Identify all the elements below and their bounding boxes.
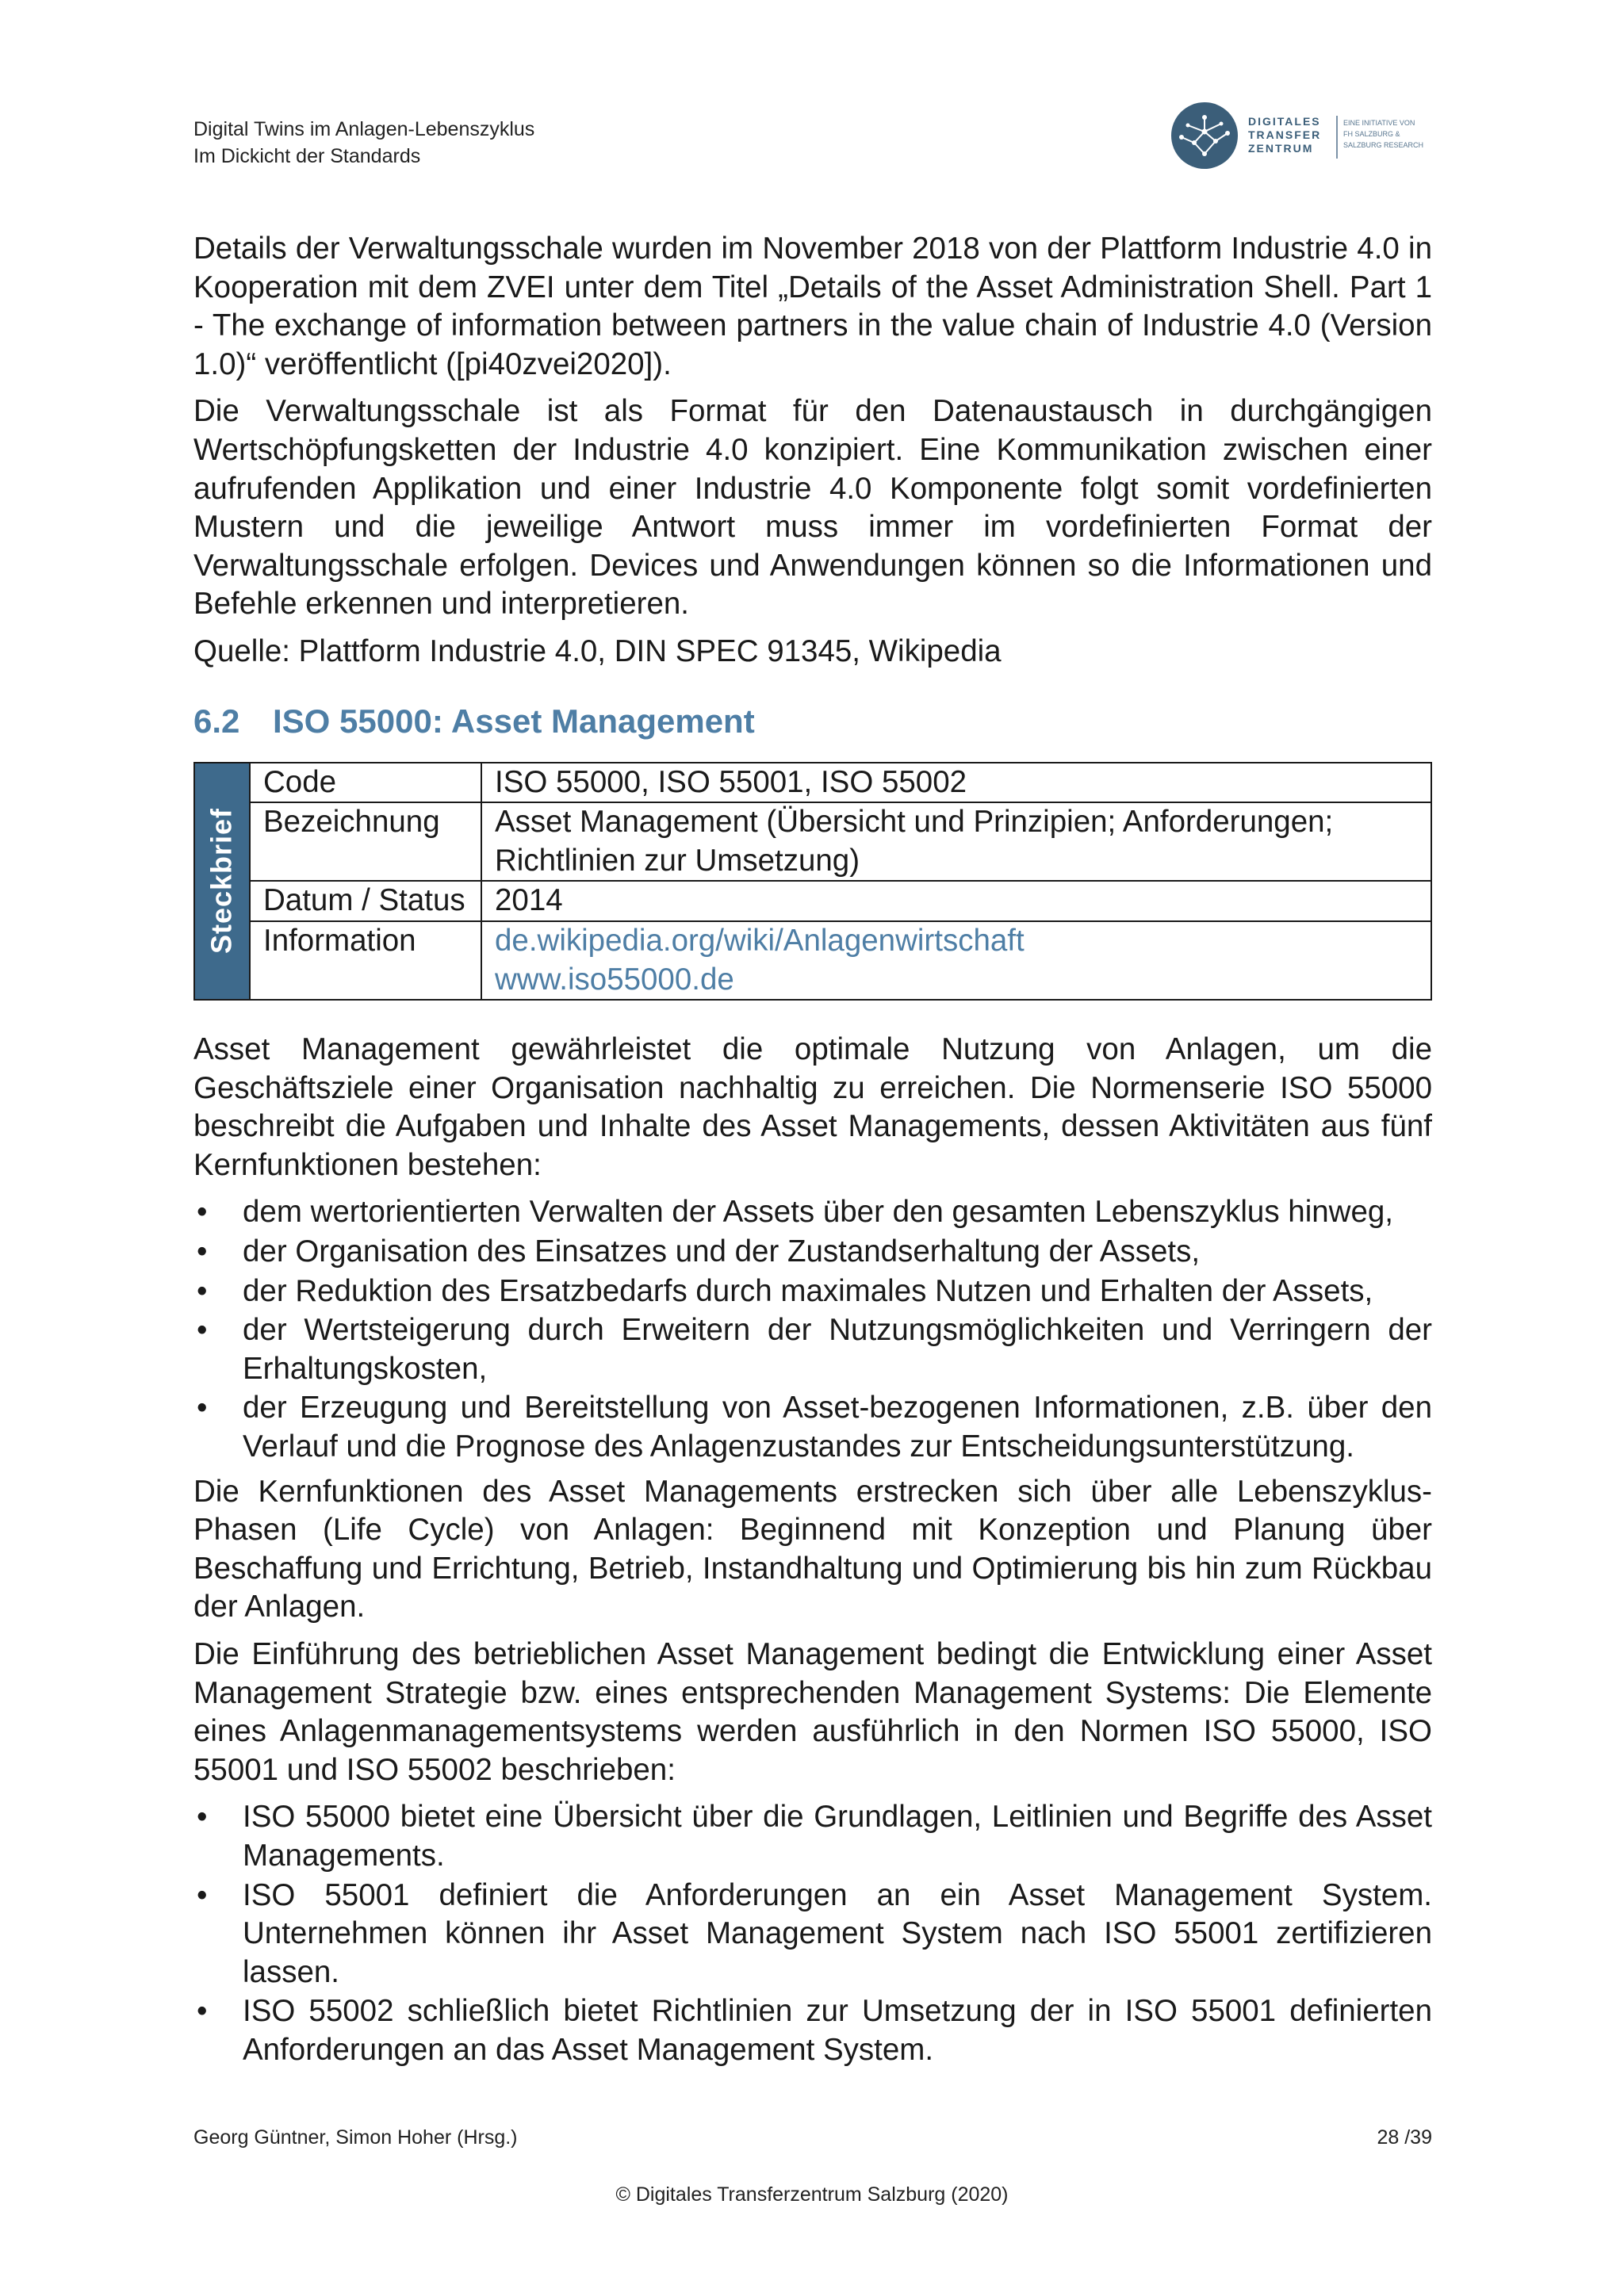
list-item: • ISO 55001 definiert die Anforderungen an ein Asset Management System. Unternehmen können ihr Asset Management System nach ISO 55001 zertifizieren lassen. [197,1877,1432,1989]
list-item: • der Reduktion des Ersatzbedarfs durch maximales Nutzen und Erhalten der Assets, [193,1272,1432,1311]
bullet: • [197,1800,208,1835]
list-item: • der Organisation des Einsatzes und der Zustandserhaltung der Assets, [193,1233,1432,1272]
table-row [250,881,1431,921]
bullet: • [197,1313,208,1348]
header-title-line2: Im Dickicht der Standards [193,145,421,167]
dtz-logo [1170,101,1434,173]
row-value: Asset Management (Übersicht und Prinzipien; Anforderungen; Richtlinien zur Umsetzung) [481,802,1431,881]
steckbrief-table [249,763,1431,1000]
header-title-line1: Digital Twins im Anlagen-Lebenszyklus [193,118,535,140]
iso55000-link[interactable]: www.iso55000.de [495,962,734,997]
section-heading [193,700,1432,743]
logo-divider [1336,116,1338,159]
bullet: • [197,1994,208,2029]
bullet: • [197,1234,208,1269]
table-row [250,763,1431,803]
section-title: ISO 55000: Asset Management [273,702,755,740]
steckbrief-label: Steckbrief [205,808,238,955]
source-line: Quelle: Plattform Industrie 4.0, DIN SPEC 91345, Wikipedia [193,633,1002,668]
table-row [250,921,1431,999]
content-paragraph-1: Asset Management gewährleistet die optimale Nutzung von Anlagen, um die Geschäftsziele einer Organisation nachhaltig zu erreichen. Die Normenserie ISO 55000 beschreibt die Aufgaben und Inhalte des Asset Managements, dessen Aktivitäten aus fünf Kernfunktionen bestehen: [193,1032,1432,1182]
row-label: Information [250,921,481,999]
intro-paragraph-1: Details der Verwaltungsschale wurden im November 2018 von der Plattform Industrie 4.0 in Kooperation mit dem ZVEI unter dem Titel „Details of the Asset Administration Shell. Part 1 - The exchange of information between partners in the value chain of Industrie 4.0 (Version 1.0)“ veröffentlicht ([pi40zvei2020]). [193,232,1432,381]
bullet: • [197,1877,208,1912]
intro-paragraph-2: Die Verwaltungsschale ist als Format für den Datenaustausch in durchgängigen Wertschöpfungsketten der Industrie 4.0 konzipiert. Eine Kommunikation zwischen einer aufrufenden Applikation und einer Industrie 4.0 Komponente folgt somit vordefinierten Mustern und die jeweilige Antwort muss immer im vordefinierten Format der Verwaltungsschale erfolgen. Devices und Anwendungen können so die Informationen und Befehle erkennen und interpretieren. [193,394,1432,622]
page-body [193,230,1432,2076]
list-item: • der Wertsteigerung durch Erweitern der Nutzungsmöglichkeiten und Verringern der Erhaltungskosten, [197,1313,1432,1386]
content-paragraph-2: Die Kernfunktionen des Asset Managements erstrecken sich über alle Lebenszyklus-Phasen (Life Cycle) von Anlagen: Beginnend mit Konzeption und Planung über Beschaffung und Errichtung, Betrieb, Instandhaltung und Optimierung bis hin zum Rückbau der Anlagen. [193,1474,1432,1624]
row-value [481,921,1431,999]
wikipedia-link[interactable]: de.wikipedia.org/wiki/Anlagenwirtschaft [495,923,1025,958]
footer-copyright: © Digitales Transferzentrum Salzburg (2020) [615,2183,1009,2206]
footer-page-number: 28 /39 [1377,2126,1432,2149]
list-item: • der Erzeugung und Bereitstellung von Asset-bezogenen Informationen, z.B. über den Verlauf und die Prognose des Anlagenzustandes zur Entscheidungsunterstützung. [197,1391,1432,1464]
row-value: 2014 [481,881,1431,921]
row-label: Code [250,763,481,803]
steckbrief-box [193,762,1432,1001]
iso-norms-list [193,1798,1432,2069]
content-paragraph-3: Die Einführung des betrieblichen Asset Management bedingt die Entwicklung einer Asset Management Strategie bzw. eines entsprechenden Management Systems: Die Elemente eines Anlagenmanagementsystems werden ausführlich in den Normen ISO 55000, ISO 55001 und ISO 55002 beschrieben: [193,1637,1432,1787]
row-label: Bezeichnung [250,802,481,881]
network-globe-icon [1170,101,1239,170]
footer-authors: Georg Güntner, Simon Hoher (Hrsg.) [193,2126,518,2149]
kernfunktionen-list [193,1193,1432,1466]
list-item: • ISO 55002 schließlich bietet Richtlinien zur Umsetzung der in ISO 55001 definierten Anforderungen an das Asset Management System. [197,1994,1432,2067]
logo-tagline: EINE INITIATIVE VON FH SALZBURG & SALZBURG RESEARCH [1343,119,1424,149]
logo-wordmark: DIGITALES TRANSFER ZENTRUM [1248,115,1322,155]
bullet: • [197,1273,208,1308]
table-row [250,802,1431,881]
row-value: ISO 55000, ISO 55001, ISO 55002 [481,763,1431,803]
bullet: • [197,1195,208,1230]
list-item: • ISO 55000 bietet eine Übersicht über die Grundlagen, Leitlinien und Begriffe des Asset Managements. [197,1800,1432,1873]
list-item: • dem wertorientierten Verwalten der Assets über den gesamten Lebenszyklus hinweg, [193,1193,1432,1232]
running-header [193,116,534,170]
row-label: Datum / Status [250,881,481,921]
section-number: 6.2 [193,702,240,740]
bullet: • [197,1391,208,1425]
steckbrief-sidebar [195,763,249,1000]
